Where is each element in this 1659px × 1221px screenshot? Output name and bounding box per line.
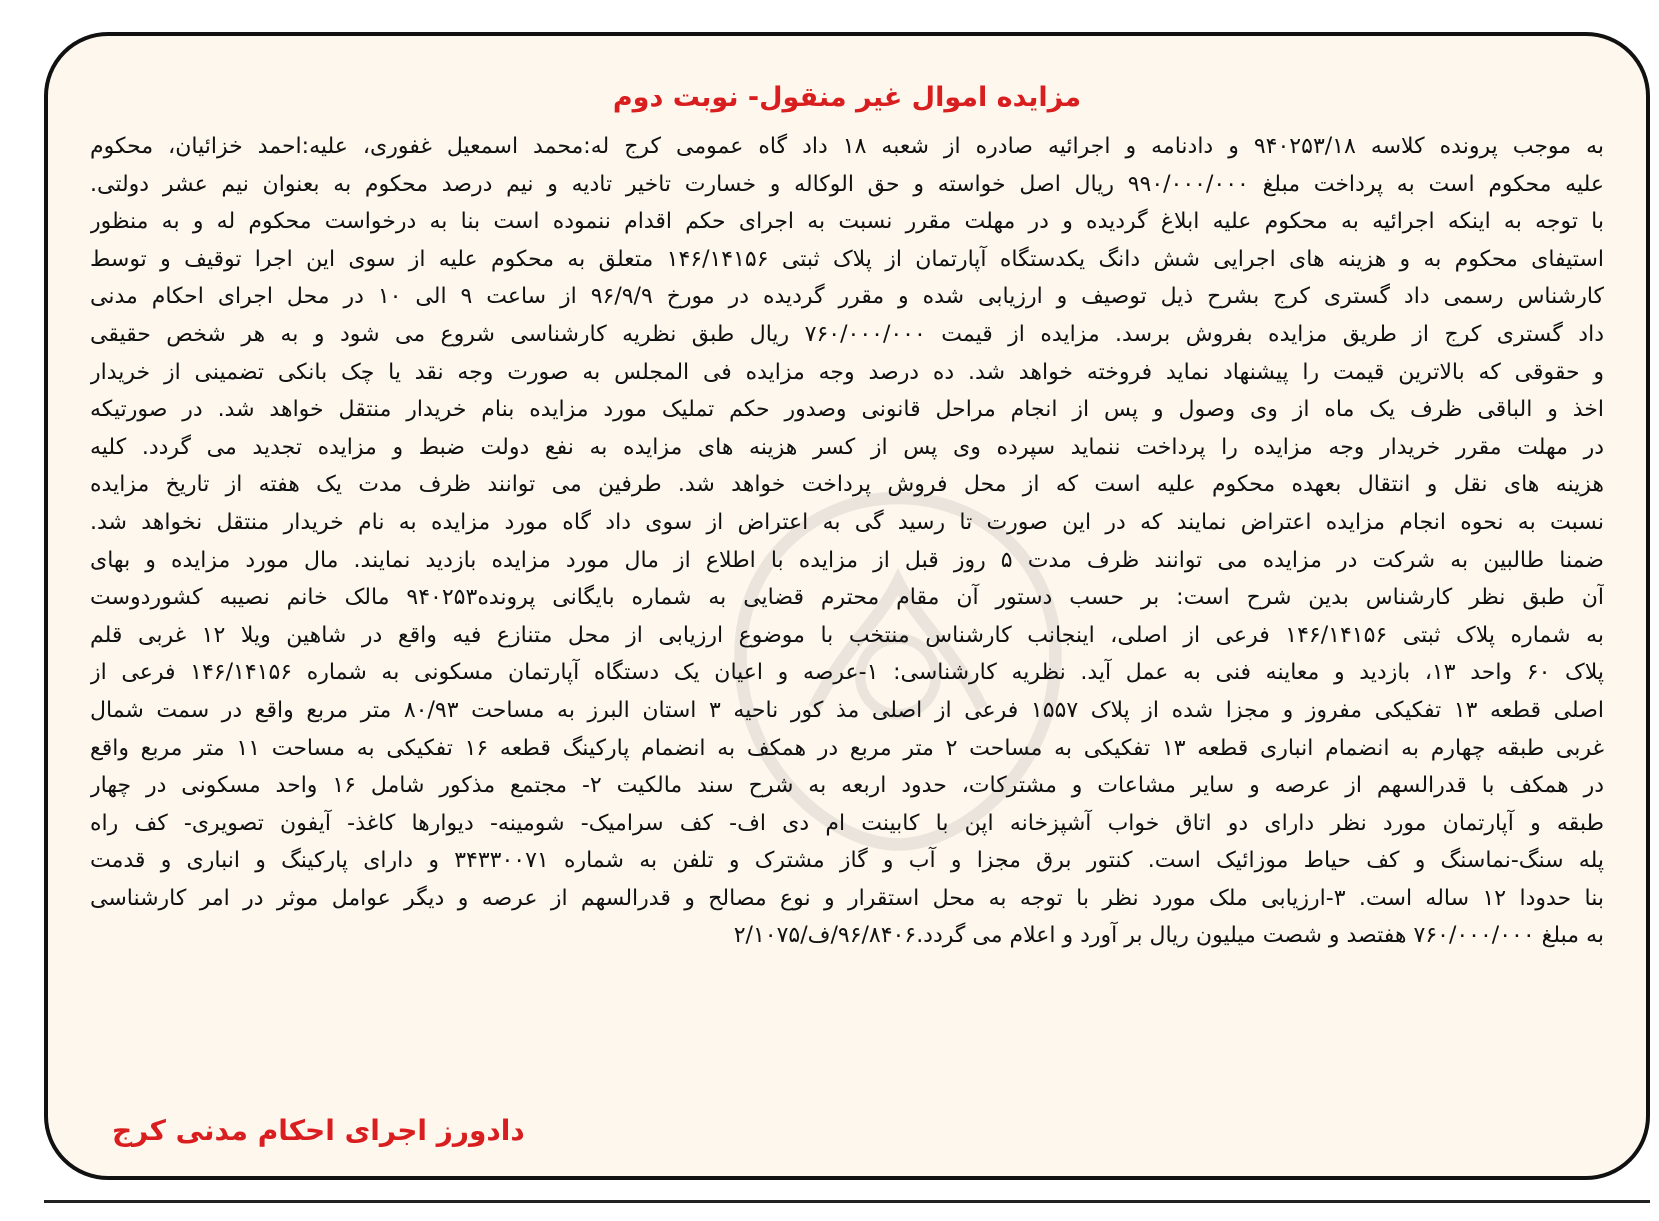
notice-title: مزایده اموال غیر منقول- نوبت دوم	[612, 82, 1082, 113]
footer-divider	[44, 1200, 1650, 1203]
notice-line: به موجب پرونده کلاسه ۹۴۰۲۵۳/۱۸ و دادنامه و اجرائیه صادره از شعبه ۱۸ داد گاه عمومی کرج له:محمد اسمعیل غفوری، علیه:احمد خزائیان، محکوم	[90, 134, 1604, 159]
notice-line: پلاک ۶۰ واحد ۱۳، بازدید و معاینه فنی به عمل آید. نظریه کارشناسی: ۱-عرصه و اعیان یک دستگاه آپارتمان مسکونی به شماره ۱۴۶/۱۴۱۵۶ فرعی از	[90, 660, 1604, 686]
notice-line: اخذ و الباقی ظرف یک ماه از وی وصول و پس از انجام مراحل قانونی وصدور حکم تملیک مورد مزایده بنام خریدار منتقل خواهد شد. در صورتیکه	[90, 397, 1604, 423]
notice-line: آن طبق نظر کارشناس بدین شرح است: بر حسب دستور آن مقام محترم قضایی به شماره بایگانی پرونده۹۴۰۲۵۳ مالک خانم نصیبه کشوردوست	[90, 585, 1604, 611]
notice-line: پله سنگ-نماسنگ و کف حیاط موزائیک است. کنتور برق مجزا و آب و گاز مشترک و تلفن به شماره ۳۴۳۳۰۰۷۱ و دارای پارکینگ و انباری و قدمت	[90, 848, 1604, 874]
notice-line: استیفای محکوم به و هزینه های اجرایی شش دانگ یکدستگاه آپارتمان از پلاک ثبتی ۱۴۶/۱۴۱۵۶ متعلق به محکوم علیه از سوی این اجرا توقیف و توسط	[90, 246, 1604, 272]
notice-line: در همکف با قدرالسهم از عرصه و سایر مشاعات و مشترکات، حدود اربعه به شرح سند مالکیت ۲- مجتمع مذکور شامل ۱۶ واحد مسکونی در چهار	[90, 773, 1604, 799]
notice-line: بنا حدودا ۱۲ ساله است. ۳-ارزیابی ملک مورد نظر با توجه به محل استقرار و نوع مصالح و قدرالسهم از عرصه و دیگر عوامل موثر در امر کارشناسی	[90, 885, 1604, 911]
notice-line: کارشناس رسمی داد گستری کرج بشرح ذیل توصیف و ارزیابی شده و مقرر گردیده در مورخ ۹۶/۹/۹ از ساعت ۹ الی ۱۰ در محل اجرای احکام مدنی	[90, 284, 1604, 310]
notice-line: اصلی قطعه ۱۳ تفکیکی مفروز و مجزا شده از پلاک ۱۵۵۷ فرعی از اصلی مذ کور ناحیه ۳ استان البرز به مساحت ۸۰/۹۳ متر مربع واقع در سمت شمال	[90, 697, 1604, 723]
notice-line: هزینه های نقل و انتقال بعهده محکوم علیه است که از محل فروش پرداخت خواهد شد. طرفین می توانند ظرف مدت یک هفته از تاریخ مزایده	[90, 472, 1604, 498]
notice-line-last: به مبلغ ۷۶۰/۰۰۰/۰۰۰ هفتصد و شصت میلیون ریال بر آورد و اعلام می گردد.۹۶/۸۴۰۶/ف/۲/۱۰۷۵	[733, 923, 1604, 949]
notice-line: داد گستری کرج از طریق مزایده بفروش برسد. مزایده از قیمت ۷۶۰/۰۰۰/۰۰۰ ریال طبق نظریه کارشناسی شروع می شود و به هر شخص حقیقی	[90, 321, 1604, 347]
notice-line: در مهلت مقرر خریدار وجه مزایده را پرداخت ننماید سپرده وی پس از کسر هزینه های مزایده به نفع دولت ضبط و مزایده تجدید می گردد. کلیه	[90, 434, 1604, 460]
notice-line: غربی طبقه چهارم به انضمام انباری قطعه ۱۳ تفکیکی به مساحت ۲ متر مربع در همکف به انضمام پارکینگ قطعه ۱۶ تفکیکی به مساحت ۱۱ متر مربع واقع	[90, 735, 1604, 761]
notice-line: ضمنا طالبین به شرکت در مزایده می توانند ظرف مدت ۵ روز قبل از مزایده با اطلاع از مال مورد مزایده بازدید نمایند. مال مورد مزایده و بهای	[90, 547, 1604, 573]
notice-line: نسبت به نحوه انجام مزایده اعتراض نمایند که در این صورت تا رسید گی به اعتراض از سوی داد گاه مورد مزایده به نام خریدار منتقل نخواهد شد.	[90, 509, 1604, 535]
notice-line: طبقه و آپارتمان مورد نظر دارای دو اتاق خواب آشپزخانه اپن با کابینت ام دی اف- کف سرامیک- شومینه- دیوارها کاغذ- آیفون تصویری- کف راه	[90, 810, 1604, 836]
notice-line: با توجه به اینکه اجرائیه به محکوم علیه ابلاغ گردیده و در مهلت مقرر نسبت به اجرای حکم اقدام ننموده است بنا به درخواست محکوم له و به منظور	[90, 209, 1604, 235]
legal-notice-frame	[44, 32, 1650, 1180]
notice-line: علیه محکوم است به پرداخت مبلغ ۹۹۰/۰۰۰/۰۰۰ ریال اصل خواسته و حق الوکاله و خسارت تاخیر تادیه و نیم درصد محکوم به بعنوان نیم عشر دولتی.	[90, 171, 1604, 197]
notice-line: و حقوقی که بالاترین قیمت را پیشنهاد نماید فروخته خواهد شد. ده درصد وجه مزایده فی المجلس به صورت وجه نقد یا چک بانکی تضمینی از خریدار	[90, 359, 1604, 385]
notice-body	[90, 128, 1604, 955]
notice-line: به شماره پلاک ثبتی ۱۴۶/۱۴۱۵۶ فرعی از اصلی، اینجانب کارشناس منتخب با موضوع ارزیابی از محل متنازع فیه واقع در شاهین ویلا ۱۲ غربی قلم	[90, 622, 1604, 648]
signature: دادورز اجرای احکام مدنی کرج	[112, 1114, 525, 1147]
